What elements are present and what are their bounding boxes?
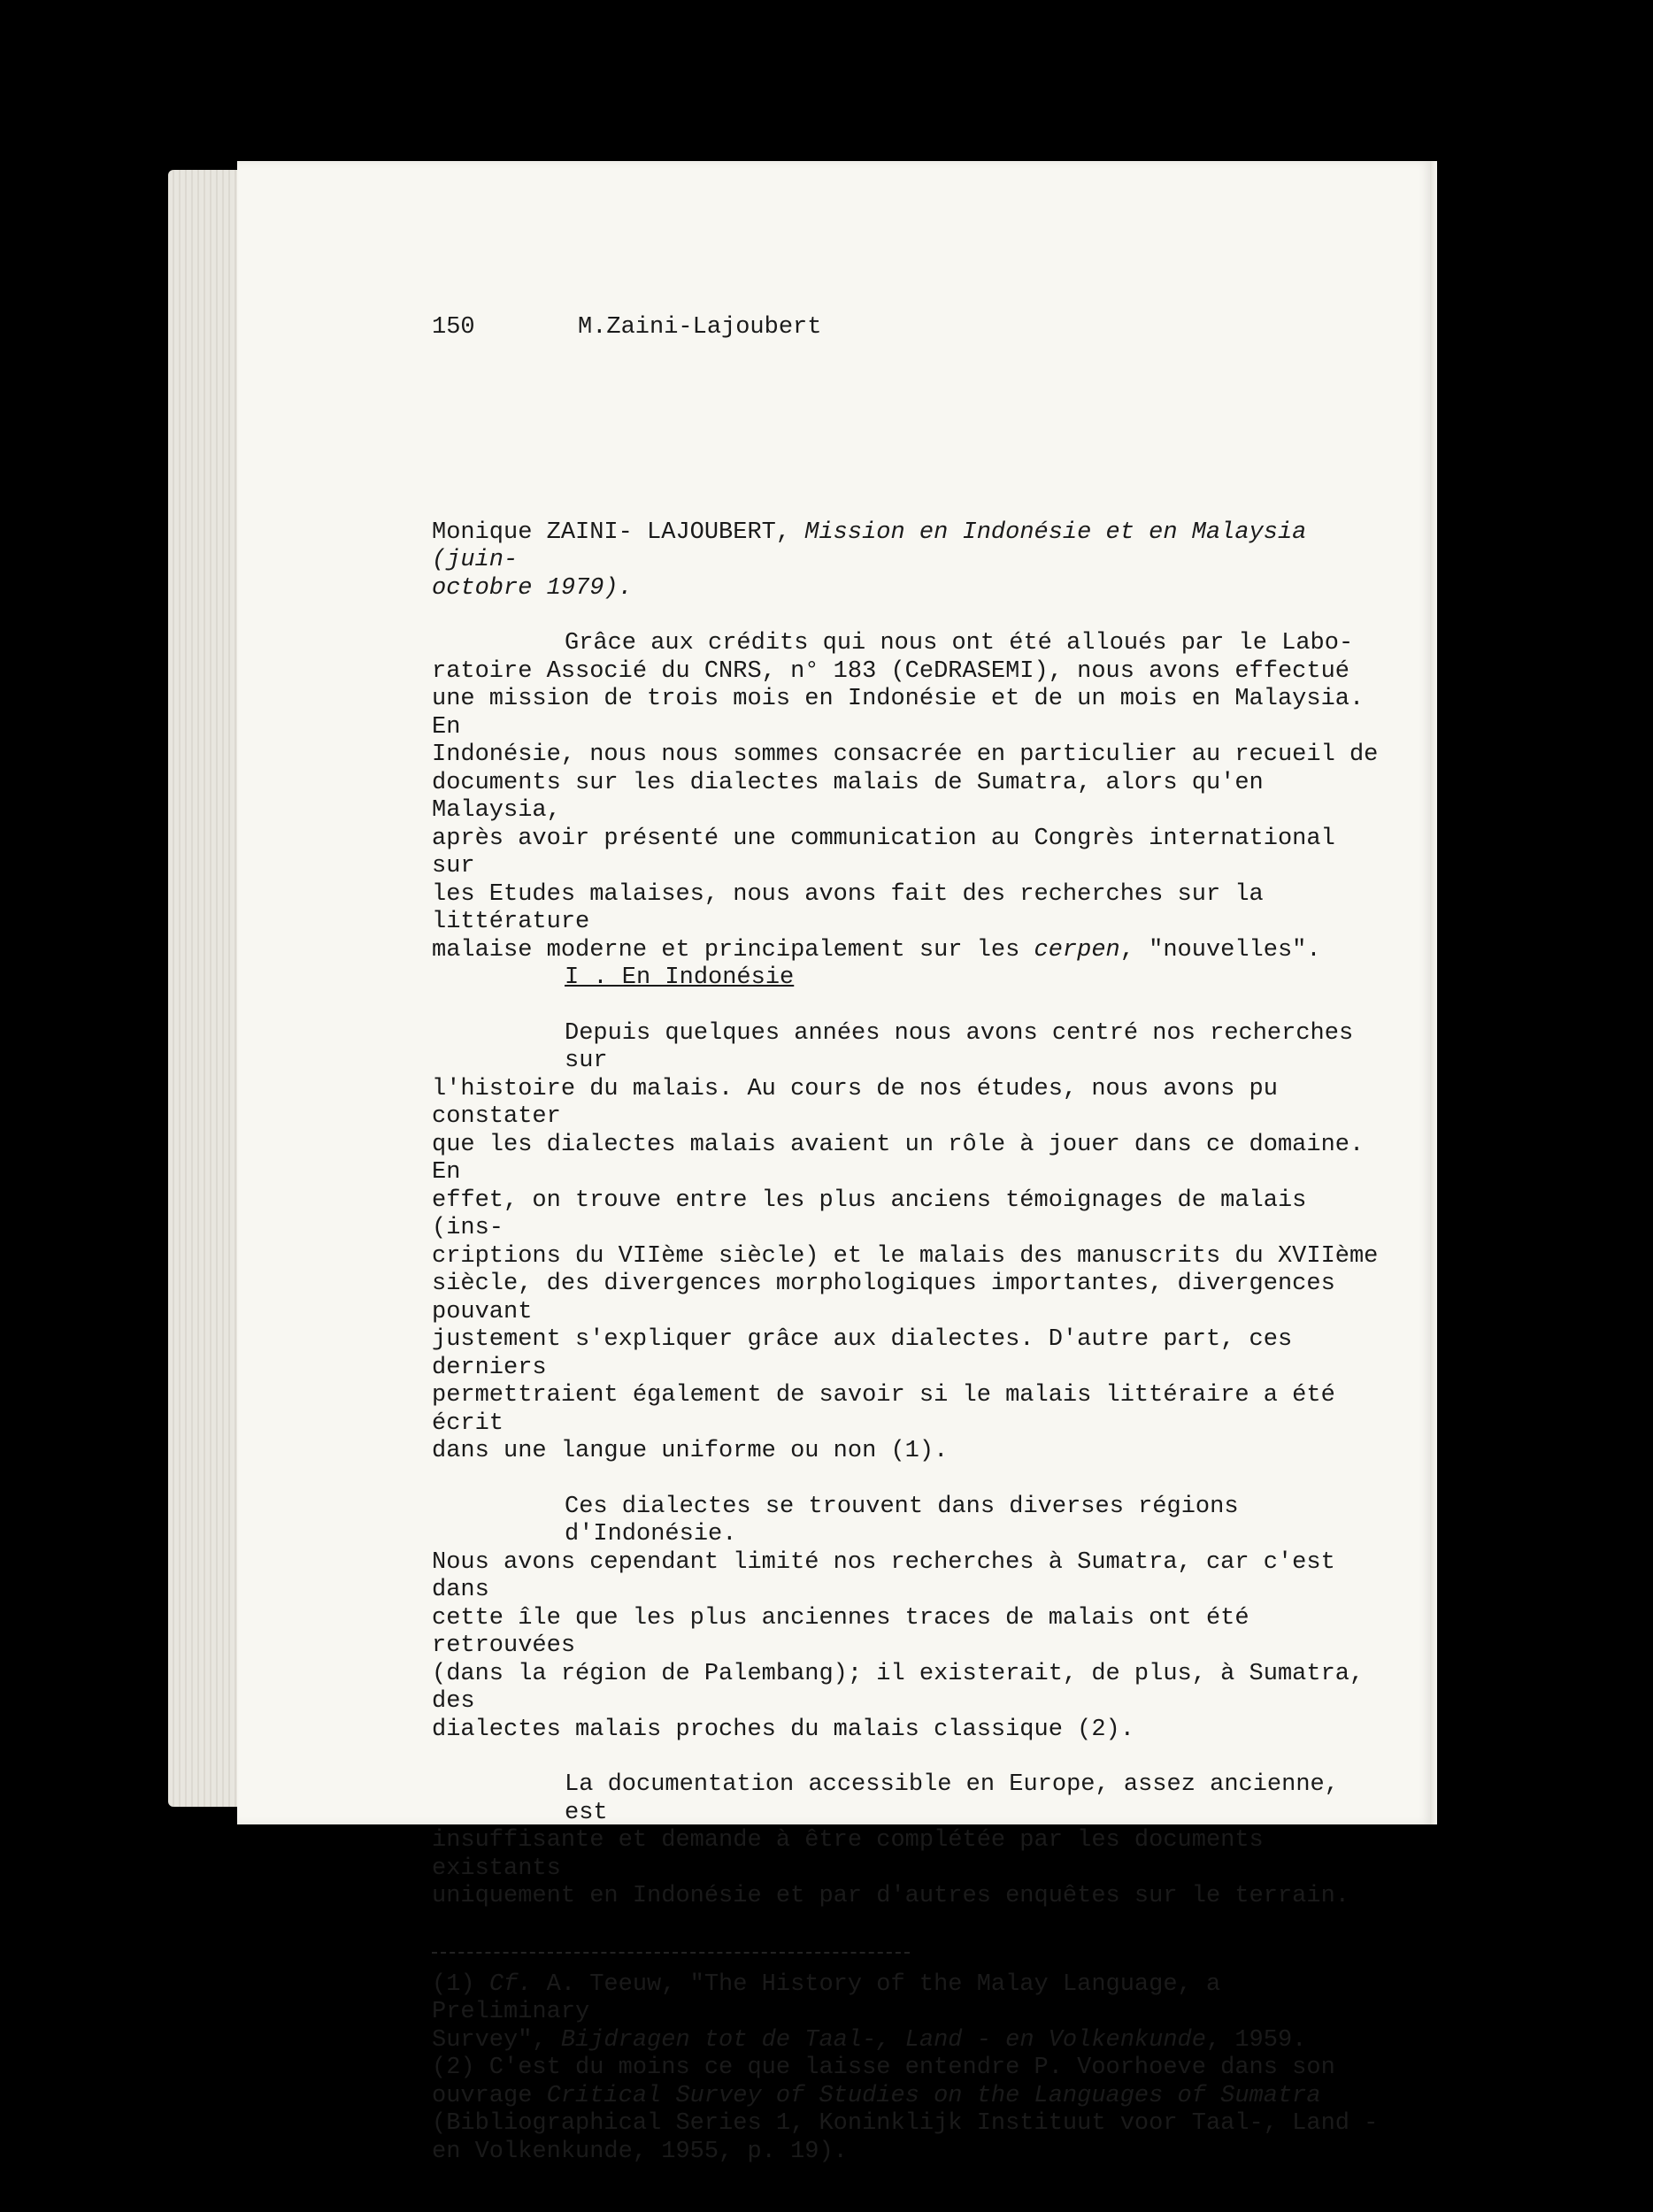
footnote-divider bbox=[432, 1952, 910, 1954]
footnotes: (1) Cf. A. Teeuw, "The History of the Malay Language, a Preliminary Survey", Bijdragen tot de Taal-, Land - en Volkenkunde, 1959. (2) C'est du moins ce que laisse entendre P. Voorhoeve dans son ouvrage Critical Survey of Studies on the Languages of Sumatra (Bibliographical Series 1, Koninklijk Instituut voor Taal-, Land - en Volkenkunde, 1955, p. 19). bbox=[432, 1971, 1388, 2167]
page-number: 150 bbox=[432, 314, 475, 341]
footnote-2: (2) C'est du moins ce que laisse entendre P. Voorhoeve dans son bbox=[432, 2055, 1335, 2081]
page-text bbox=[432, 314, 1388, 2166]
author-name: Monique ZAINI- LAJOUBERT, bbox=[432, 518, 791, 546]
paragraph-history: Depuis quelques années nous avons centré nos recherches sur l'histoire du malais. Au cours de nos études, nous avons pu constater que les dialectes malais avaient un rôle à jouer dans ce domaine. En effet, on trouve entre les plus anciens témoignages de malais (ins- criptions du VIIème siècle) et le malais des manuscrits du XVIIème siècle, des divergences morphologiques importantes, divergences pouvant justement s'expliquer grâce aux dialectes. D'autre part, ces derniers permettraient également de savoir si le malais littéraire a été écrit dans une langue uniforme ou non (1). bbox=[432, 1019, 1379, 1464]
intro-paragraph: Grâce aux crédits qui nous ont été alloués par le Labo- ratoire Associé du CNRS, n° 183 (CeDRASEMI), nous avons effectué une mission de trois mois en Indonésie et de un mois en Malaysia. En Indonésie, nous nous sommes consacrée en particulier au recueil de documents sur les dialectes malais de Sumatra, alors qu'en Malaysia, après avoir présenté une communication au Congrès international sur les Etudes malaises, nous avons fait des recherches sur la littérature malaise moderne et principalement sur les cerpen, "nouvelles". bbox=[432, 630, 1379, 964]
article-title bbox=[432, 519, 1388, 575]
running-head: M.Zaini-Lajoubert bbox=[578, 314, 822, 341]
article-title-line2: octobre 1979). bbox=[432, 574, 633, 602]
section-heading: I . En Indonésie bbox=[565, 964, 795, 991]
work-title: Mission en Indonésie et en Malaysia (juin- bbox=[432, 518, 1321, 573]
paragraph-documentation: La documentation accessible en Europe, assez ancienne, est insuffisante et demande à être complétée par les documents existants uniquement en Indonésie et par d'autres enquêtes sur le terrain. bbox=[432, 1771, 1354, 1909]
page-header bbox=[432, 314, 1388, 342]
footnote-1: (1) Cf. A. Teeuw, "The History of the Malay Language, a Preliminary bbox=[432, 1970, 1235, 2025]
paragraph-dialects: Ces dialectes se trouvent dans diverses régions d'Indonésie. Nous avons cependant limité nos recherches à Sumatra, car c'est dans cette île que les plus anciennes traces de malais ont été retrouvées (dans la région de Palembang); il existerait, de plus, à Sumatra, des dialectes malais proches du malais classique (2). bbox=[432, 1493, 1379, 1743]
